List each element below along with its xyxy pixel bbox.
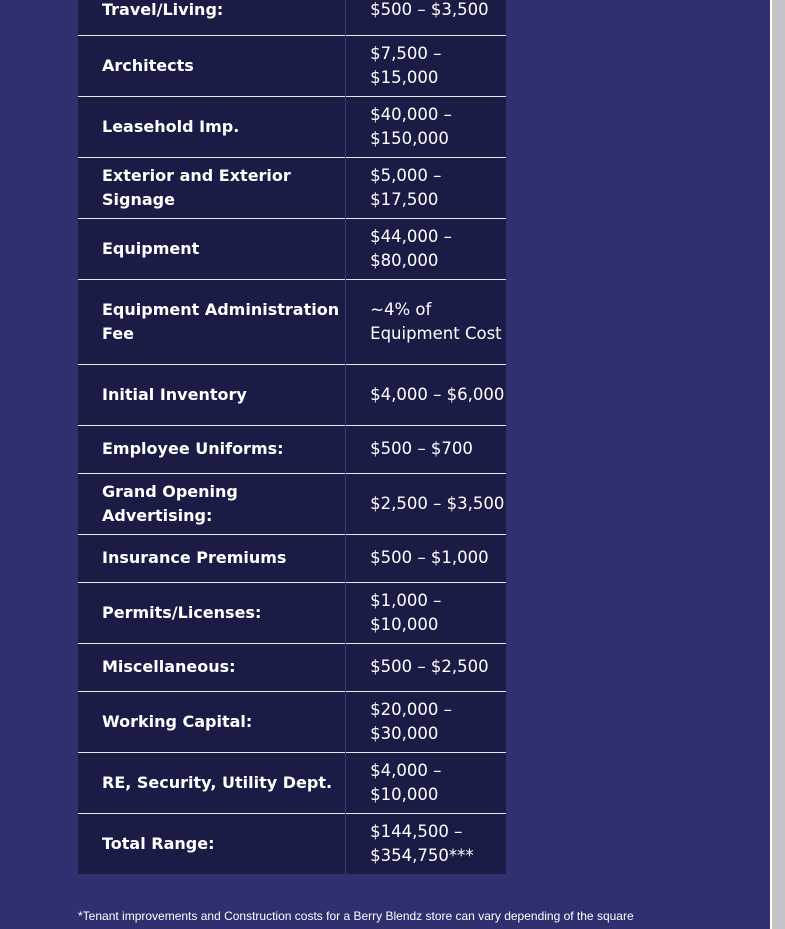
row-label: Architects: [78, 35, 346, 96]
table-row: [78, 425, 506, 473]
row-label: Leasehold Imp.: [78, 96, 346, 157]
table-row: [78, 0, 506, 35]
table-row: [78, 582, 506, 643]
row-value: ~4% of Equipment Cost: [346, 279, 506, 364]
row-label: Insurance Premiums: [78, 534, 346, 582]
row-value: $5,000 – $17,500: [346, 157, 506, 218]
row-label: Permits/Licenses:: [78, 582, 346, 643]
row-value: $500 – $700: [346, 425, 506, 473]
table-row: [78, 218, 506, 279]
table-row: [78, 35, 506, 96]
row-value: $44,000 – $80,000: [346, 218, 506, 279]
row-label: Employee Uniforms:: [78, 425, 346, 473]
row-value: $500 – $3,500: [346, 0, 506, 35]
row-value: $1,000 – $10,000: [346, 582, 506, 643]
table-row: [78, 157, 506, 218]
table-row: [78, 96, 506, 157]
row-label: Total Range:: [78, 813, 346, 874]
row-value: $20,000 – $30,000: [346, 691, 506, 752]
scrollbar[interactable]: [770, 0, 785, 929]
startup-costs-table: [78, 0, 506, 874]
row-label: RE, Security, Utility Dept.: [78, 752, 346, 813]
row-value: $40,000 – $150,000: [346, 96, 506, 157]
row-label: Initial Inventory: [78, 364, 346, 425]
row-value: $4,000 – $6,000: [346, 364, 506, 425]
row-value: $7,500 – $15,000: [346, 35, 506, 96]
row-label: Miscellaneous:: [78, 643, 346, 691]
row-value: $2,500 – $3,500: [346, 473, 506, 534]
row-value: $500 – $1,000: [346, 534, 506, 582]
row-label: Equipment: [78, 218, 346, 279]
row-label: Grand Opening Advertising:: [78, 473, 346, 534]
row-label: Exterior and Exterior Signage: [78, 157, 346, 218]
row-label: Working Capital:: [78, 691, 346, 752]
footnote: *Tenant improvements and Construction costs for a Berry Blendz store can vary depending of the square: [78, 909, 634, 923]
row-label: Equipment Administration Fee: [78, 279, 346, 364]
table-row: [78, 534, 506, 582]
table-row: [78, 364, 506, 425]
table-row: [78, 813, 506, 874]
table-row: [78, 279, 506, 364]
row-value: $500 – $2,500: [346, 643, 506, 691]
table-row: [78, 643, 506, 691]
table-row: [78, 752, 506, 813]
row-label: Travel/Living:: [78, 0, 346, 35]
table-row: [78, 691, 506, 752]
row-value: $4,000 – $10,000: [346, 752, 506, 813]
row-value: $144,500 – $354,750***: [346, 813, 506, 874]
table-row: [78, 473, 506, 534]
